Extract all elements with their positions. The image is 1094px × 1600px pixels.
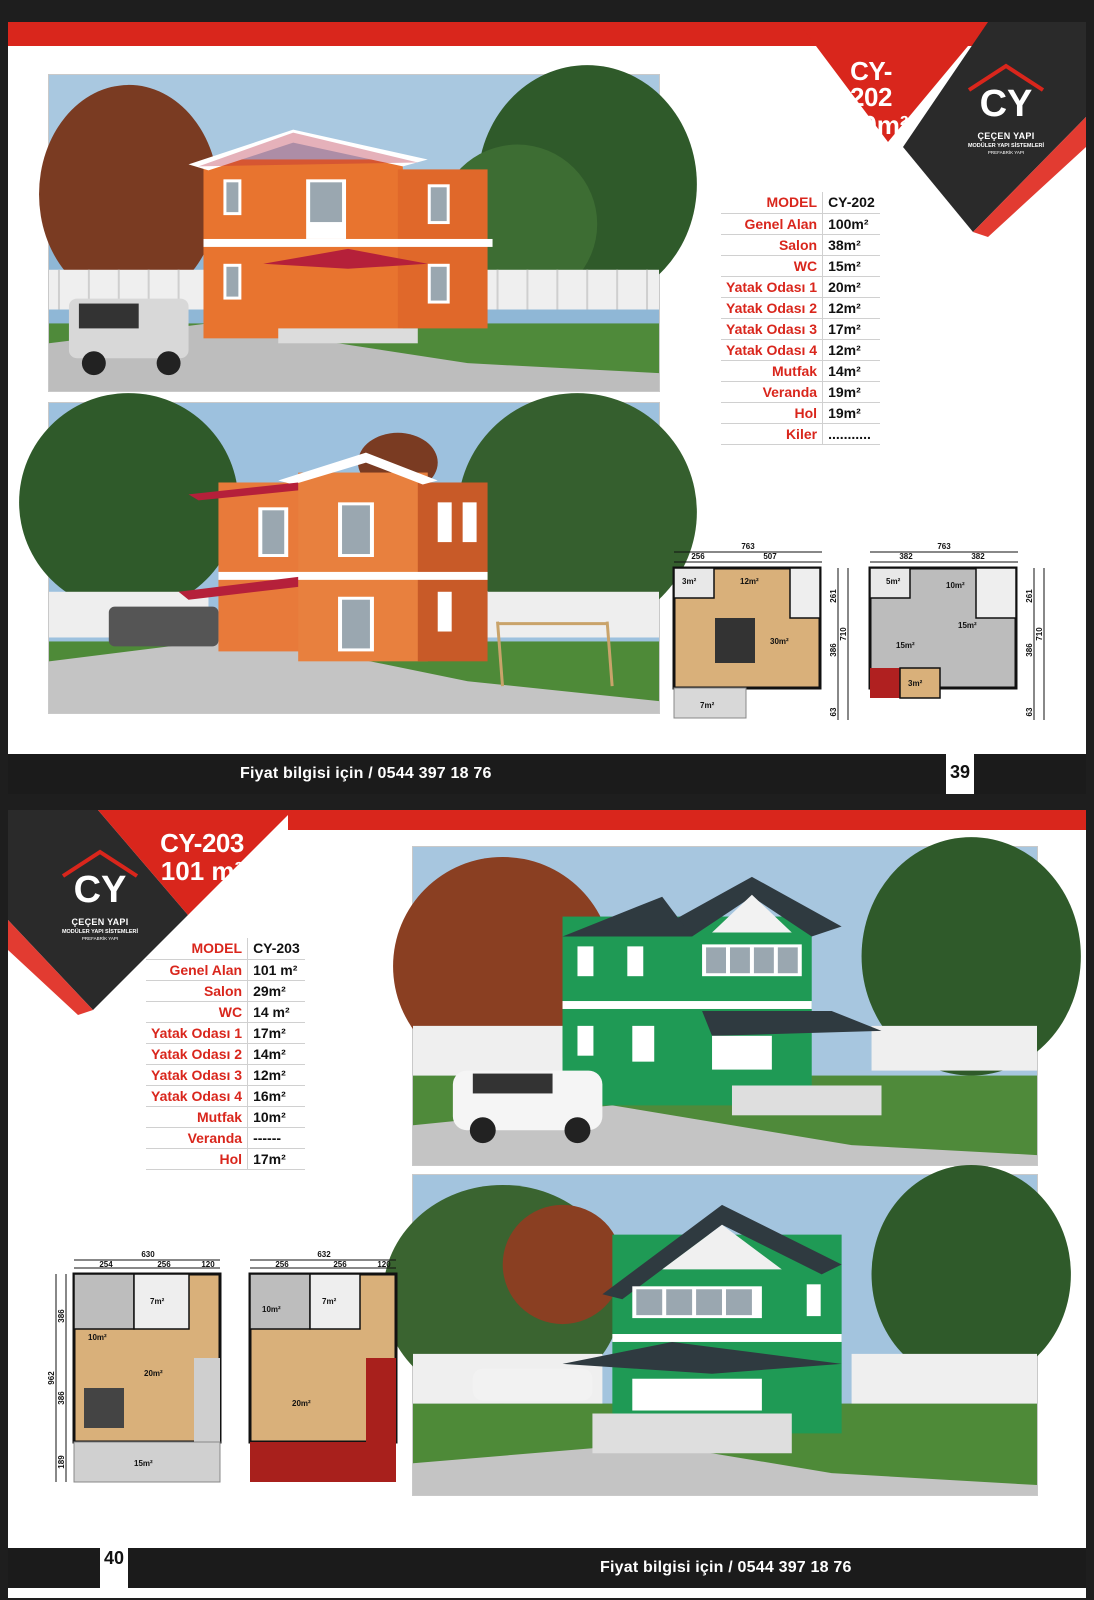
svg-text:CY: CY [979, 83, 1033, 125]
spec-row [721, 381, 880, 402]
spec-table [146, 938, 305, 1170]
spec-value: 19m² [823, 381, 880, 402]
spec-value: 20m² [823, 276, 880, 297]
svg-text:15m²: 15m² [958, 621, 977, 630]
footer-bar [8, 754, 1086, 794]
svg-text:10m²: 10m² [262, 1305, 281, 1314]
spec-value: 10m² [248, 1106, 305, 1127]
svg-text:382: 382 [971, 552, 985, 561]
svg-text:382: 382 [899, 552, 913, 561]
spec-row [146, 959, 305, 980]
svg-text:386: 386 [57, 1391, 66, 1405]
svg-text:15m²: 15m² [896, 641, 915, 650]
house-render-side [48, 402, 660, 714]
house-render-front [412, 846, 1038, 1166]
spec-row [721, 192, 880, 213]
spec-row [721, 339, 880, 360]
catalog-page-39 [8, 22, 1086, 794]
spec-label: Yatak Odası 3 [721, 318, 823, 339]
svg-text:63: 63 [1025, 707, 1034, 717]
spec-label: Salon [146, 980, 248, 1001]
page-number: 40 [100, 1540, 128, 1588]
spec-label: Kiler [721, 423, 823, 444]
svg-text:7m²: 7m² [700, 701, 715, 710]
svg-text:5m²: 5m² [886, 577, 901, 586]
spec-value: 19m² [823, 402, 880, 423]
svg-text:386: 386 [1025, 643, 1034, 657]
svg-text:10m²: 10m² [88, 1333, 107, 1342]
spec-label: Yatak Odası 4 [721, 339, 823, 360]
catalog-page-40 [8, 810, 1086, 1598]
spec-row [721, 402, 880, 423]
spec-label: Mutfak [721, 360, 823, 381]
svg-text:763: 763 [937, 542, 951, 551]
spec-value: 12m² [823, 339, 880, 360]
spec-row [721, 297, 880, 318]
svg-text:386: 386 [57, 1309, 66, 1323]
svg-text:763: 763 [741, 542, 755, 551]
spec-row [721, 276, 880, 297]
svg-text:256: 256 [275, 1260, 289, 1269]
svg-text:12m²: 12m² [740, 577, 759, 586]
spec-row [146, 1127, 305, 1148]
spec-value: 29m² [248, 980, 305, 1001]
house-roof-logo-icon [961, 60, 1051, 124]
svg-text:7m²: 7m² [150, 1297, 165, 1306]
svg-text:30m²: 30m² [770, 637, 789, 646]
spec-row [146, 1106, 305, 1127]
spec-row [146, 1001, 305, 1022]
spec-row [146, 1085, 305, 1106]
svg-text:710: 710 [1035, 627, 1044, 641]
spec-value: 12m² [823, 297, 880, 318]
svg-text:256: 256 [691, 552, 705, 561]
svg-text:386: 386 [829, 643, 838, 657]
svg-text:10m²: 10m² [946, 581, 965, 590]
svg-text:20m²: 20m² [292, 1399, 311, 1408]
svg-text:261: 261 [829, 589, 838, 603]
footer-bar [8, 1548, 1086, 1588]
spec-label: MODEL [146, 938, 248, 959]
spec-label: Hol [146, 1148, 248, 1169]
model-heading: CY-203 101 m² [160, 828, 244, 886]
spec-value: 15m² [823, 255, 880, 276]
svg-text:630: 630 [141, 1250, 155, 1259]
spec-label: Hol [721, 402, 823, 423]
spec-row [146, 1064, 305, 1085]
spec-value: 14 m² [248, 1001, 305, 1022]
spec-value: 12m² [248, 1064, 305, 1085]
spec-row [721, 318, 880, 339]
svg-text:120: 120 [377, 1260, 391, 1269]
svg-text:632: 632 [317, 1250, 331, 1259]
svg-text:63: 63 [829, 707, 838, 717]
spec-label: Yatak Odası 2 [146, 1043, 248, 1064]
spec-label: MODEL [721, 192, 823, 213]
spec-value: 16m² [248, 1085, 305, 1106]
company-logo: CY ÇEÇEN YAPI MODÜLER YAPI SİSTEMLERİ PREFABRİK YAPI [946, 60, 1066, 155]
svg-text:254: 254 [99, 1260, 113, 1269]
spec-label: Yatak Odası 2 [721, 297, 823, 318]
spec-row [146, 938, 305, 959]
spec-label: Mutfak [146, 1106, 248, 1127]
spec-label: Yatak Odası 3 [146, 1064, 248, 1085]
svg-text:507: 507 [763, 552, 777, 561]
page-number: 39 [946, 754, 974, 794]
spec-row [721, 213, 880, 234]
spec-label: Genel Alan [721, 213, 823, 234]
house-render-rear [412, 1174, 1038, 1496]
spec-label: Salon [721, 234, 823, 255]
spec-label: Yatak Odası 1 [146, 1022, 248, 1043]
spec-row [721, 360, 880, 381]
svg-text:15m²: 15m² [134, 1459, 153, 1468]
house-render-front [48, 74, 660, 392]
svg-text:120: 120 [201, 1260, 215, 1269]
spec-label: Yatak Odası 1 [721, 276, 823, 297]
floor-plan-ground [44, 1248, 215, 1498]
spec-value: 17m² [248, 1148, 305, 1169]
spec-value: 14m² [823, 360, 880, 381]
svg-text:189: 189 [57, 1455, 66, 1469]
svg-text:3m²: 3m² [682, 577, 697, 586]
spec-label: WC [721, 255, 823, 276]
spec-row [146, 1043, 305, 1064]
svg-text:3m²: 3m² [908, 679, 923, 688]
house-roof-logo-icon [55, 846, 145, 910]
floor-plan-upper [866, 538, 1051, 726]
spec-value: 14m² [248, 1043, 305, 1064]
spec-value: 17m² [823, 318, 880, 339]
spec-label: Yatak Odası 4 [146, 1085, 248, 1106]
spec-value: CY-202 [823, 192, 880, 213]
spec-value: 17m² [248, 1022, 305, 1043]
spec-label: Genel Alan [146, 959, 248, 980]
spec-table [721, 192, 880, 445]
spec-value: 101 m² [248, 959, 305, 980]
spec-row [721, 423, 880, 444]
spec-row [146, 1148, 305, 1169]
contact-text: Fiyat bilgisi için / 0544 397 18 76 [240, 765, 492, 782]
svg-text:256: 256 [333, 1260, 347, 1269]
spec-value: CY-203 [248, 938, 305, 959]
spec-value: 100m² [823, 213, 880, 234]
floor-plan-upper [246, 1248, 408, 1498]
svg-text:962: 962 [47, 1371, 56, 1385]
spec-label: WC [146, 1001, 248, 1022]
spec-row [146, 980, 305, 1001]
spec-value: 38m² [823, 234, 880, 255]
top-red-band [288, 810, 1086, 830]
floor-plan-ground [670, 538, 855, 726]
svg-text:256: 256 [157, 1260, 171, 1269]
spec-value: ........... [823, 423, 880, 444]
svg-text:261: 261 [1025, 589, 1034, 603]
svg-text:710: 710 [839, 627, 848, 641]
spec-row [146, 1022, 305, 1043]
spec-row [721, 255, 880, 276]
model-heading: CY-202 100m² [833, 56, 909, 140]
svg-text:7m²: 7m² [322, 1297, 337, 1306]
spec-row [721, 234, 880, 255]
contact-text: Fiyat bilgisi için / 0544 397 18 76 [600, 1559, 852, 1576]
company-logo: CY ÇEÇEN YAPI MODÜLER YAPI SİSTEMLERİ PREFABRİK YAPI [40, 846, 160, 941]
spec-label: Veranda [721, 381, 823, 402]
svg-text:CY: CY [73, 869, 127, 911]
spec-label: Veranda [146, 1127, 248, 1148]
svg-text:20m²: 20m² [144, 1369, 163, 1378]
spec-value: ------ [248, 1127, 305, 1148]
